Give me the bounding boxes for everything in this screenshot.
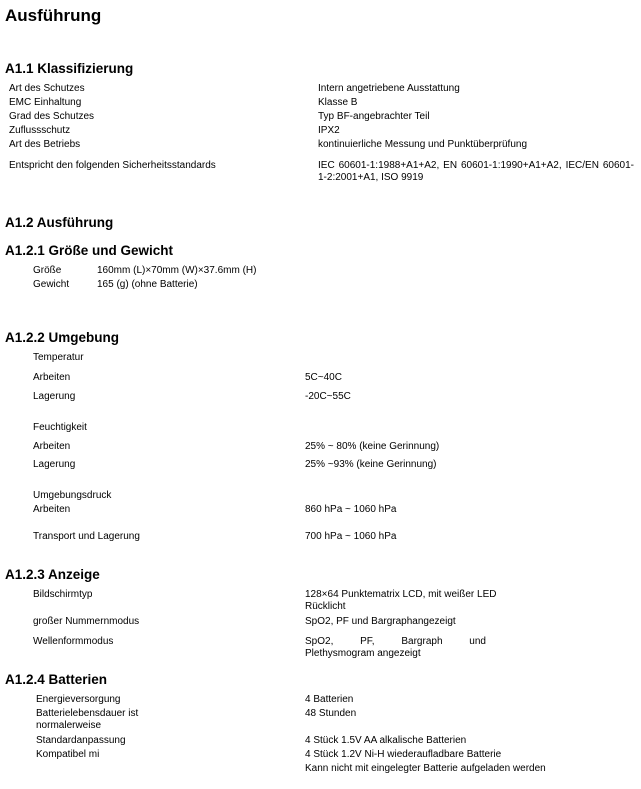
label-standardanpassung: Standardanpassung xyxy=(36,735,126,746)
label-press-arbeiten: Arbeiten xyxy=(33,504,71,515)
value-wellenformmodus: SpO2, PF, Bargraph und Plethysmogram angezeigt xyxy=(305,636,486,659)
heading-ausfuehrung: A1.2 Ausführung xyxy=(5,215,114,230)
value-standardanpassung: 4 Stück 1.5V AA alkalische Batterien xyxy=(305,735,467,746)
value-hum-arbeiten: 25% ~ 80% (keine Gerinnung) xyxy=(305,441,440,452)
value-kompatibel: 4 Stück 1.2V Ni-H wiederaufladbare Batterie xyxy=(305,749,502,760)
value-grad-schutz: Typ BF-angebrachter Teil xyxy=(318,111,430,122)
label-transport: Transport und Lagerung xyxy=(33,531,140,542)
label-temp-arbeiten: Arbeiten xyxy=(33,372,71,383)
heading-umgebung: A1.2.2 Umgebung xyxy=(5,330,120,345)
label-umgebungsdruck: Umgebungsdruck xyxy=(33,490,112,501)
value-temp-lagerung: -20C~55C xyxy=(305,391,351,402)
label-temperatur: Temperatur xyxy=(33,352,84,363)
value-gewicht: 165 (g) (ohne Batterie) xyxy=(97,279,198,290)
value-zufluss: IPX2 xyxy=(318,125,340,136)
label-hum-lagerung: Lagerung xyxy=(33,459,76,470)
value-standards: IEC 60601-1:1988+A1+A2, EN 60601-1:1990+A1+A2, IEC/EN 60601-1-2:2001+A1, ISO 9919 xyxy=(318,160,634,183)
label-lebensdauer: Batterielebensdauer ist normalerweise xyxy=(36,708,139,731)
value-lade-hinweis: Kann nicht mit eingelegter Batterie aufgeladen werden xyxy=(305,763,546,774)
label-gewicht: Gewicht xyxy=(33,279,70,290)
label-kompatibel: Kompatibel mi xyxy=(36,749,100,760)
label-hum-arbeiten: Arbeiten xyxy=(33,441,71,452)
label-feuchtigkeit: Feuchtigkeit xyxy=(33,422,87,433)
label-nummernmodus: großer Nummernmodus xyxy=(33,616,140,627)
value-art-schutz: Intern angetriebene Ausstattung xyxy=(318,83,460,94)
value-lebensdauer: 48 Stunden xyxy=(305,708,357,719)
value-betrieb: kontinuierliche Messung und Punktüberprüfung xyxy=(318,139,528,150)
label-groesse: Größe xyxy=(33,265,62,276)
page-title: Ausführung xyxy=(5,6,102,25)
label-standards: Entspricht den folgenden Sicherheitsstandards xyxy=(9,160,216,171)
heading-klassifizierung: A1.1 Klassifizierung xyxy=(5,61,134,76)
value-bildschirmtyp: 128×64 Punktematrix LCD, mit weißer LED Rücklicht xyxy=(305,589,497,612)
label-bildschirmtyp: Bildschirmtyp xyxy=(33,589,93,600)
label-temp-lagerung: Lagerung xyxy=(33,391,76,402)
heading-batterien: A1.2.4 Batterien xyxy=(5,672,108,687)
value-emc: Klasse B xyxy=(318,97,358,108)
heading-groesse-gewicht: A1.2.1 Größe und Gewicht xyxy=(5,243,174,258)
value-energieversorgung: 4 Batterien xyxy=(305,694,354,705)
value-temp-arbeiten: 5C~40C xyxy=(305,372,342,383)
label-wellenformmodus: Wellenformmodus xyxy=(33,636,114,647)
label-betrieb: Art des Betriebs xyxy=(9,139,81,150)
value-groesse: 160mm (L)×70mm (W)×37.6mm (H) xyxy=(97,265,257,276)
label-zufluss: Zuflussschutz xyxy=(9,125,71,136)
value-transport: 700 hPa ~ 1060 hPa xyxy=(305,531,397,542)
heading-anzeige: A1.2.3 Anzeige xyxy=(5,567,100,582)
value-hum-lagerung: 25% ~93% (keine Gerinnung) xyxy=(305,459,437,470)
label-emc: EMC Einhaltung xyxy=(9,97,82,108)
value-nummernmodus: SpO2, PF und Bargraphangezeigt xyxy=(305,616,456,627)
label-art-schutz: Art des Schutzes xyxy=(9,83,85,94)
label-energieversorgung: Energieversorgung xyxy=(36,694,121,705)
value-press-arbeiten: 860 hPa ~ 1060 hPa xyxy=(305,504,397,515)
label-grad-schutz: Grad des Schutzes xyxy=(9,111,95,122)
